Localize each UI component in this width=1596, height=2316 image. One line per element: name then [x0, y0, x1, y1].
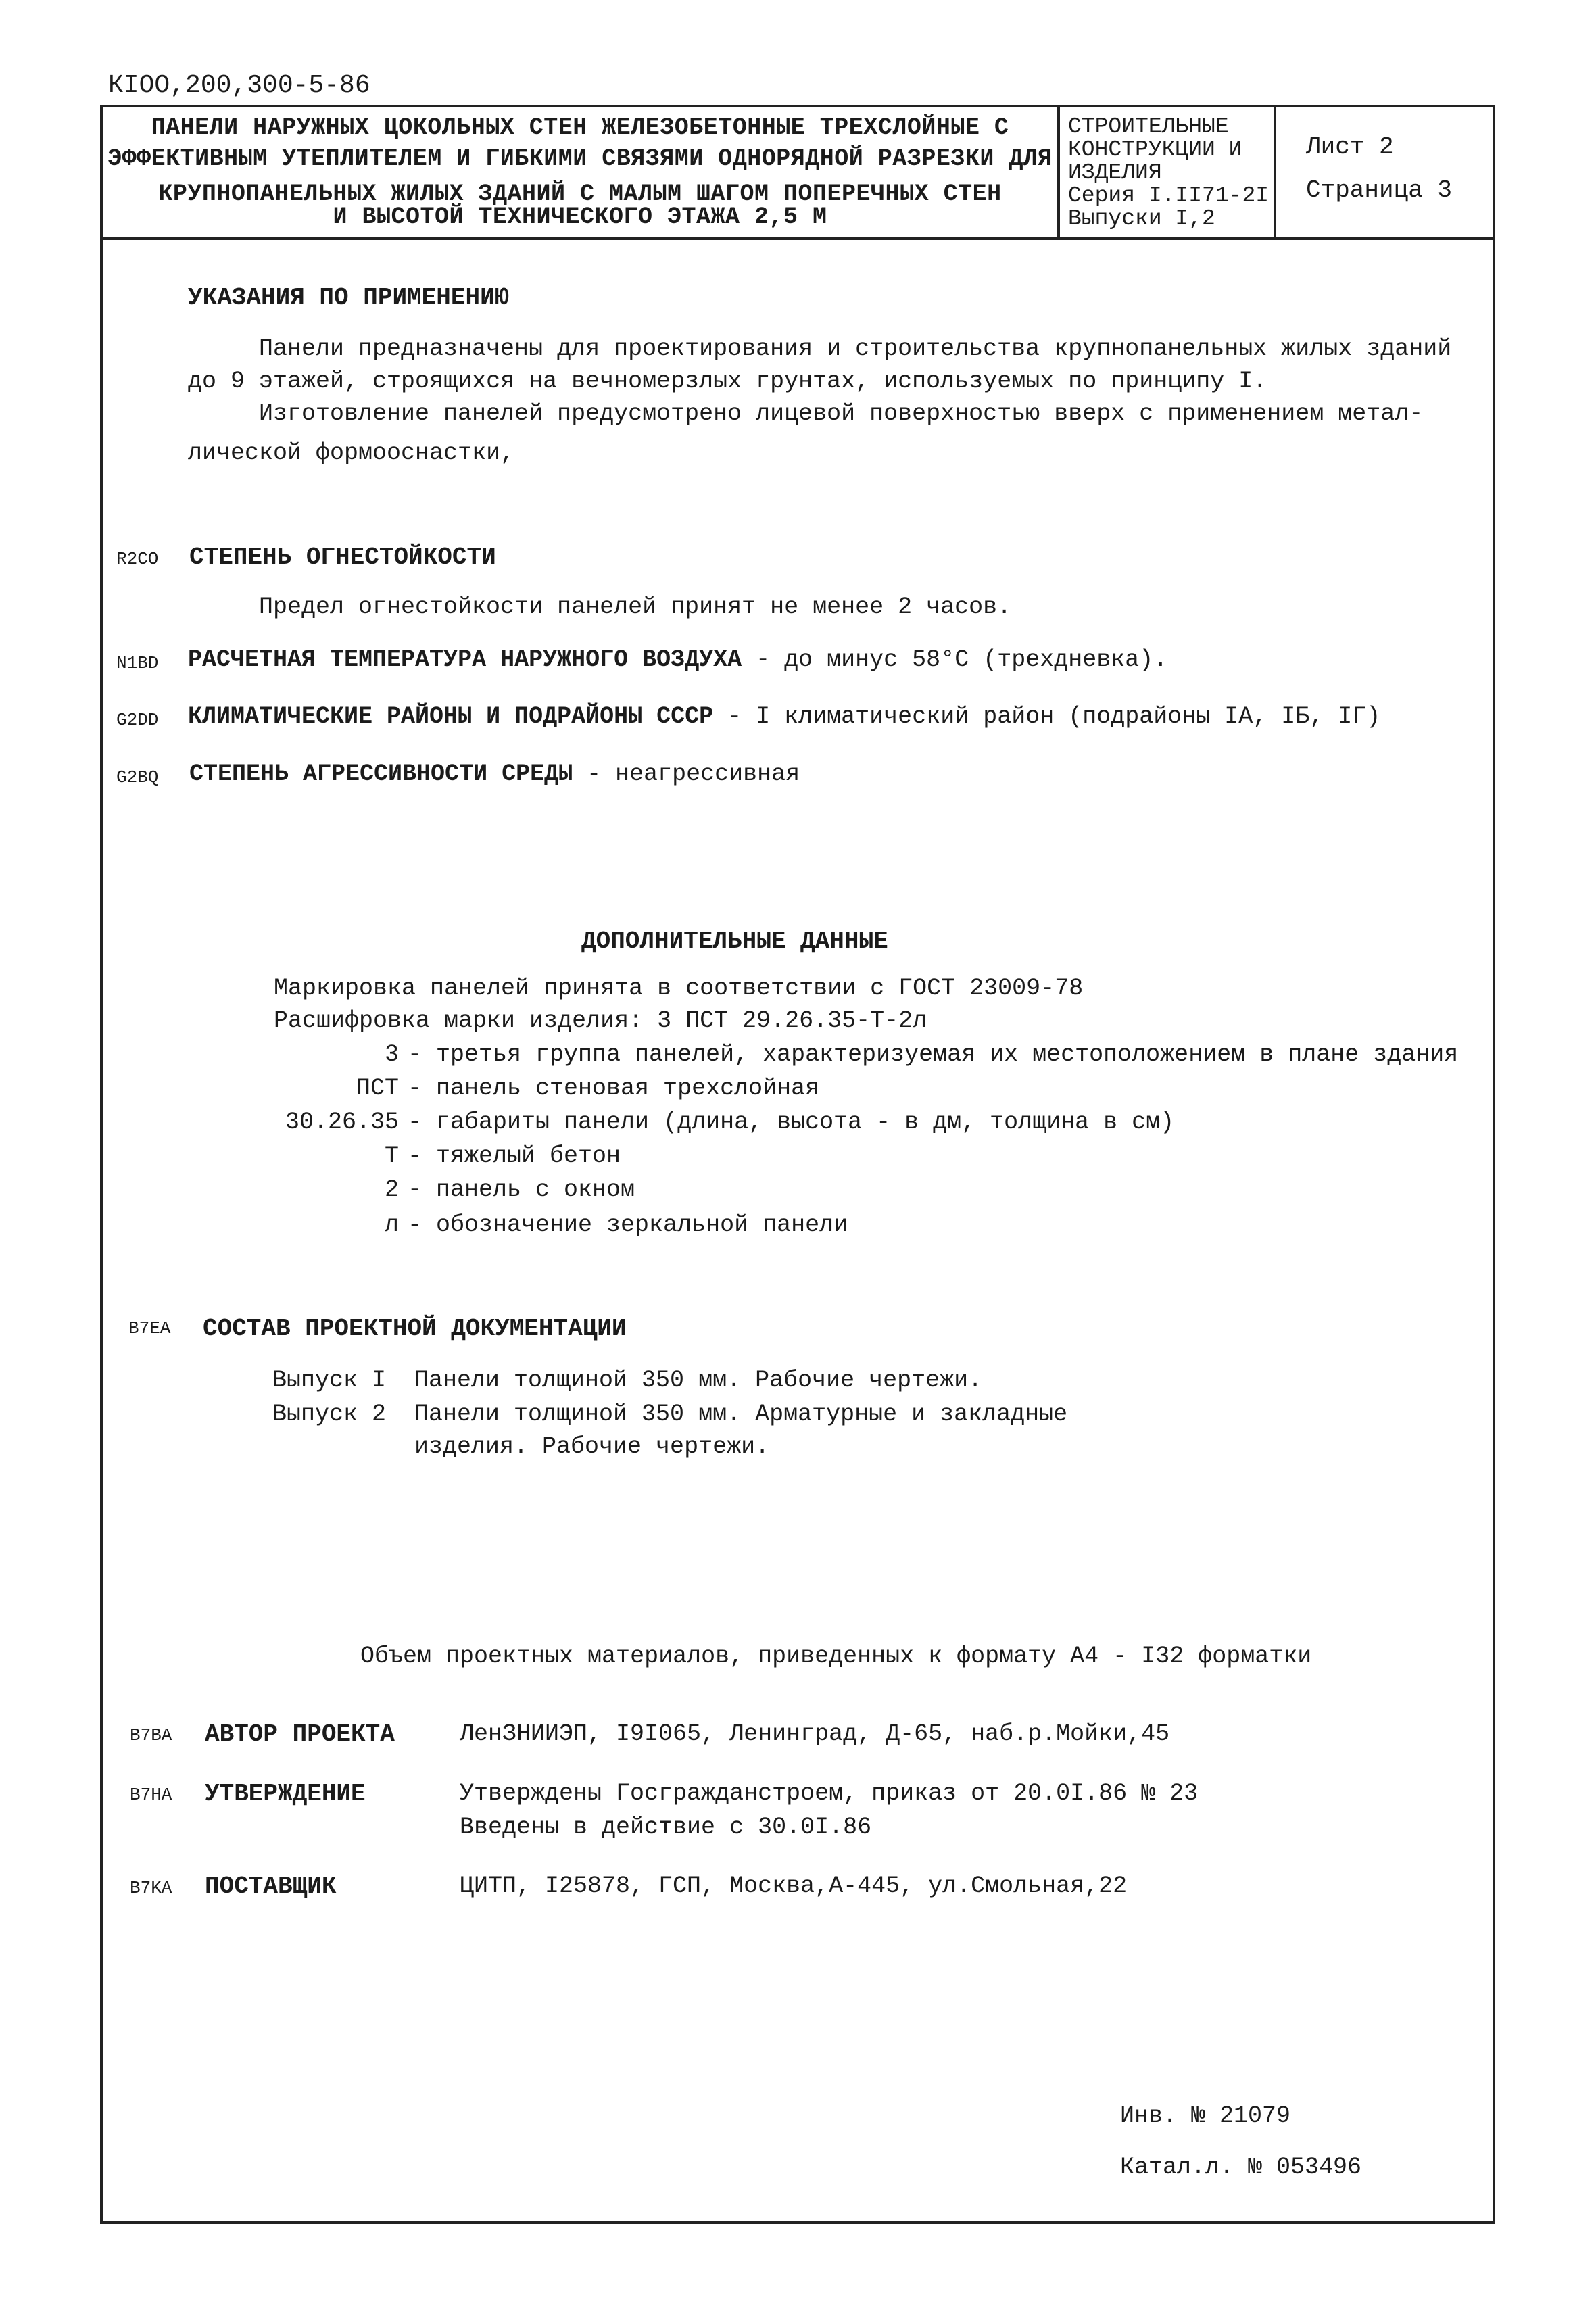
- catalog-number: Катал.л. № 053496: [1120, 2154, 1362, 2181]
- climate-heading: КЛИМАТИЧЕСКИЕ РАЙОНЫ И ПОДРАЙОНЫ СССР: [188, 703, 714, 730]
- approval-code: B7HA: [130, 1785, 172, 1805]
- legend-key: л: [384, 1211, 399, 1238]
- legend-text: - обозначение зеркальной панели: [408, 1211, 848, 1238]
- title-block: [100, 105, 1495, 240]
- additional-heading: ДОПОЛНИТЕЛЬНЫЕ ДАННЫЕ: [581, 927, 888, 955]
- approval-label: УТВЕРЖДЕНИЕ: [205, 1780, 366, 1808]
- legend-text: - габариты панели (длина, высота - в дм, толщина в см): [408, 1109, 1175, 1136]
- legend-key: 3: [384, 1041, 399, 1068]
- legend-key: Т: [384, 1142, 399, 1169]
- approval-line: Введены в действие с 30.0I.86: [460, 1814, 872, 1841]
- legend-key: 2: [384, 1176, 399, 1203]
- sheet-cell: [1276, 105, 1495, 237]
- author-text: ЛенЗНИИЭП, I9I065, Ленинград, Д-65, наб.р.Мойки,45: [460, 1720, 1170, 1747]
- series-line: СТРОИТЕЛЬНЫЕ: [1068, 114, 1229, 139]
- series-line: ИЗДЕЛИЯ: [1068, 160, 1162, 185]
- title-line: ПАНЕЛИ НАРУЖНЫХ ЦОКОЛЬНЫХ СТЕН ЖЕЛЕЗОБЕТОННЫЕ ТРЕХСЛОЙНЫЕ С: [151, 114, 1009, 141]
- title-line: И ВЫСОТОЙ ТЕХНИЧЕСКОГО ЭТАЖА 2,5 М: [333, 203, 827, 231]
- inventory-number: Инв. № 21079: [1120, 2102, 1291, 2129]
- usage-line: Изготовление панелей предусмотрено лицевой поверхностью вверх с применением метал-: [259, 400, 1424, 427]
- composition-heading: СОСТАВ ПРОЕКТНОЙ ДОКУМЕНТАЦИИ: [203, 1315, 627, 1343]
- legend-text: - третья группа панелей, характеризуемая их местоположением в плане здания: [408, 1041, 1459, 1068]
- climate-row: [188, 703, 1380, 730]
- author-code: B7BA: [130, 1725, 172, 1745]
- legend-text: - тяжелый бетон: [408, 1142, 621, 1169]
- supplier-label: ПОСТАВЩИК: [205, 1873, 337, 1900]
- climate-text: - I климатический район (подрайоны IА, IБ, IГ): [713, 703, 1381, 730]
- legend-key: ПСТ: [356, 1075, 399, 1102]
- legend-key: 30.26.35: [285, 1109, 399, 1136]
- temperature-code: N1BD: [116, 653, 159, 673]
- decoding-line: Расшифровка марки изделия: 3 ПСТ 29.26.35-Т-2л: [274, 1007, 927, 1034]
- volume-line: Объем проектных материалов, приведенных к формату А4 - I32 форматки: [360, 1643, 1312, 1670]
- supplier-text: ЦИТП, I25878, ГСП, Москва,А-445, ул.Смольная,22: [460, 1873, 1128, 1900]
- issue-line: изделия. Рабочие чертежи.: [414, 1433, 770, 1460]
- title-line: КРУПНОПАНЕЛЬНЫХ ЖИЛЫХ ЗДАНИЙ С МАЛЫМ ШАГОМ ПОПЕРЕЧНЫХ СТЕН: [158, 180, 1002, 208]
- title-cell: [100, 105, 1060, 237]
- issue-line: Панели толщиной 350 мм. Рабочие чертежи.: [414, 1367, 983, 1394]
- issue-label: Выпуск I: [272, 1367, 387, 1394]
- series-line: Выпуски I,2: [1068, 206, 1215, 231]
- usage-heading: УКАЗАНИЯ ПО ПРИМЕНЕНИЮ: [188, 284, 510, 312]
- temperature-heading: РАСЧЕТНАЯ ТЕМПЕРАТУРА НАРУЖНОГО ВОЗДУХА: [188, 646, 742, 673]
- usage-line: Панели предназначены для проектирования и строительства крупнопанельных жилых зданий: [259, 335, 1452, 362]
- aggressiveness-heading: СТЕПЕНЬ АГРЕССИВНОСТИ СРЕДЫ: [189, 761, 573, 788]
- author-label: АВТОР ПРОЕКТА: [205, 1720, 395, 1748]
- aggressiveness-code: G2BQ: [116, 767, 159, 788]
- usage-line: лической формооснастки,: [188, 439, 515, 466]
- temperature-text: - до минус 58°С (трехдневка).: [742, 646, 1168, 673]
- series-cell: [1060, 105, 1276, 237]
- supplier-code: B7KA: [130, 1878, 172, 1898]
- fire-code: R2CO: [116, 549, 159, 569]
- legend-text: - панель стеновая трехслойная: [408, 1075, 820, 1102]
- usage-line: до 9 этажей, строящихся на вечномерзлых грунтах, используемых по принципу I.: [188, 368, 1267, 395]
- legend-text: - панель с окном: [408, 1176, 635, 1203]
- fire-heading: СТЕПЕНЬ ОГНЕСТОЙКОСТИ: [189, 544, 496, 571]
- approval-line: Утверждены Госгражданстроем, приказ от 20.0I.86 № 23: [460, 1780, 1199, 1807]
- issue-label: Выпуск 2: [272, 1401, 387, 1428]
- composition-code: B7EA: [128, 1318, 171, 1338]
- issue-line: Панели толщиной 350 мм. Арматурные и закладные: [414, 1401, 1068, 1428]
- climate-code: G2DD: [116, 710, 159, 730]
- temperature-row: [188, 646, 1167, 673]
- aggressiveness-row: [189, 761, 800, 788]
- sheet-number: Лист 2: [1306, 133, 1394, 161]
- document-code: КIOO,200,300-5-86: [108, 71, 370, 100]
- aggressiveness-text: - неагрессивная: [573, 761, 800, 788]
- marking-line: Маркировка панелей принята в соответствии с ГОСТ 23009-78: [274, 975, 1084, 1002]
- page-number: Страница 3: [1306, 176, 1453, 204]
- series-line: Серия I.II71-2I: [1068, 183, 1269, 208]
- title-line: ЭФФЕКТИВНЫМ УТЕПЛИТЕЛЕМ И ГИБКИМИ СВЯЗЯМИ ОДНОРЯДНОЙ РАЗРЕЗКИ ДЛЯ: [107, 145, 1053, 172]
- fire-text: Предел огнестойкости панелей принят не менее 2 часов.: [259, 594, 1012, 621]
- series-line: КОНСТРУКЦИИ И: [1068, 137, 1242, 162]
